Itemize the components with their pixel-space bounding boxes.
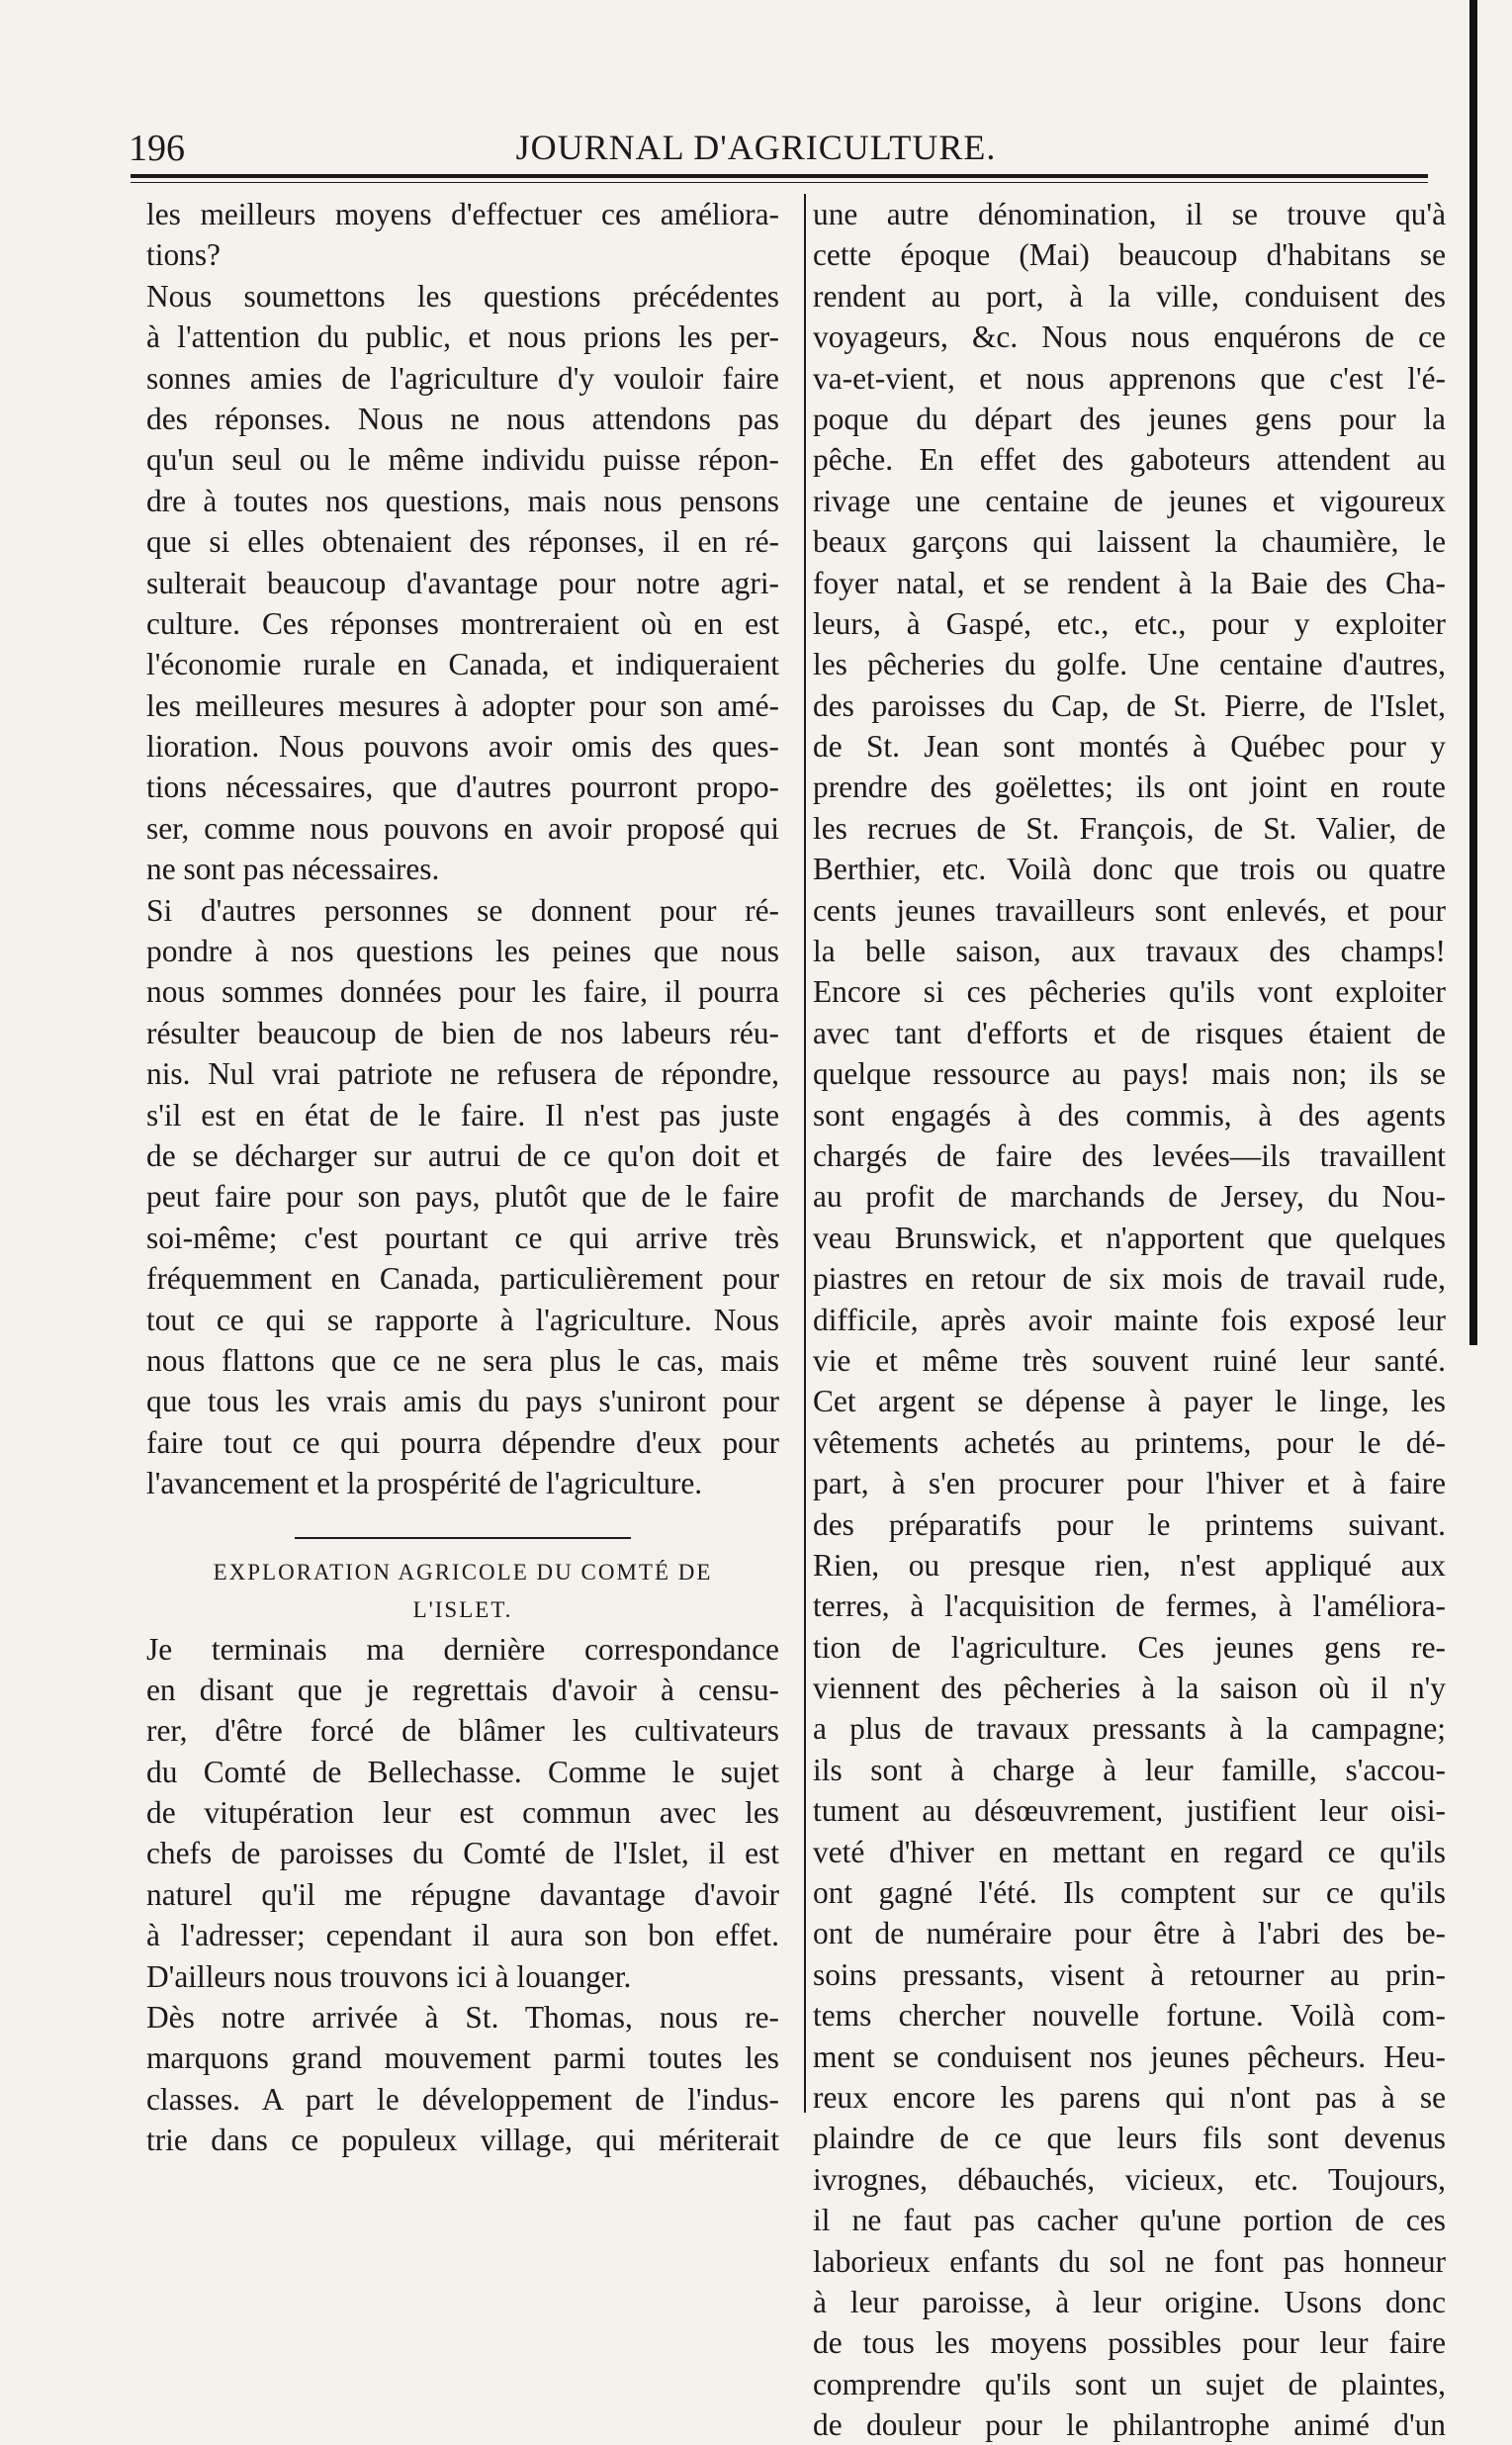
text-line: a plus de travaux pressants à la campagne; (813, 1711, 1446, 1747)
text-line: qu'un seul ou le même individu puisse répon- (146, 442, 779, 478)
text-line: Berthier, etc. Voilà donc que trois ou quatre (813, 852, 1446, 887)
text-line: part, à s'en procurer pour l'hiver et à faire (813, 1466, 1446, 1501)
text-line: Cet argent se dépense à payer le linge, les (813, 1384, 1446, 1419)
text-line: quelque ressource au pays! mais non; ils se (813, 1056, 1446, 1092)
text-line: Je terminais ma dernière correspondance (146, 1631, 779, 1667)
text-line: ser, comme nous pouvons en avoir proposé qui (146, 810, 779, 846)
text-line: tems chercher nouvelle fortune. Voilà com- (813, 1998, 1446, 2034)
text-line: trie dans ce populeux village, qui mériterait (146, 2123, 779, 2158)
text-line: leurs, à Gaspé, etc., etc., pour y exploiter (813, 605, 1446, 641)
section-heading-line: L'ISLET. (412, 1596, 513, 1622)
text-line: comprendre qu'ils sont un sujet de plaintes, (813, 2366, 1446, 2401)
text-line: sont engagés à des commis, à des agents (813, 1097, 1446, 1132)
text-line: les pêcheries du golfe. Une centaine d'autres, (813, 647, 1446, 682)
text-line: D'ailleurs nous trouvons ici à louanger. (146, 1958, 632, 1994)
text-line: soi-même; c'est pourtant ce qui arrive très (146, 1220, 779, 1255)
text-line: tout ce qui se rapporte à l'agriculture. Nous (146, 1302, 779, 1337)
text-line: de se décharger sur autrui de ce qu'on doit et (146, 1137, 779, 1173)
text-line: de tous les moyens possibles pour leur faire (813, 2325, 1446, 2361)
text-line: viennent des pêcheries à la saison où il n'y (813, 1671, 1446, 1706)
column-divider (804, 194, 806, 2113)
text-line: résulter beaucoup de bien de nos labeurs réu- (146, 1015, 779, 1050)
text-line: nous flattons que ce ne sera plus le cas, mais (146, 1342, 779, 1378)
text-line: les meilleures mesures à adopter pour son amé- (146, 687, 779, 723)
text-line: ont gagné l'été. Ils comptent sur ce qu'ils (813, 1875, 1446, 1911)
right-column (813, 194, 1446, 2445)
text-line: nous sommes données pour les faire, il pourra (146, 974, 779, 1010)
text-line: chefs de paroisses du Comté de l'Islet, il est (146, 1836, 779, 1871)
text-line: des paroisses du Cap, de St. Pierre, de l'Islet, (813, 687, 1446, 723)
text-line: au profit de marchands de Jersey, du Nou- (813, 1179, 1446, 1215)
text-line: ivrognes, débauchés, vicieux, etc. Toujours, (813, 2161, 1446, 2197)
text-line: voyageurs, &c. Nous nous enquérons de ce (813, 319, 1446, 355)
text-line: ils sont à charge à leur famille, s'accou- (813, 1752, 1446, 1787)
text-line: à l'adresser; cependant il aura son bon effet. (146, 1918, 779, 1953)
header-rule-thin (131, 182, 1428, 183)
right-column-body (813, 194, 1446, 2445)
text-line: lioration. Nous pouvons avoir omis des ques- (146, 729, 779, 765)
text-line: Rien, ou presque rien, n'est appliqué aux (813, 1547, 1446, 1583)
text-line: de douleur pour le philantrophe animé d'un (813, 2407, 1446, 2443)
text-line: il ne faut pas cacher qu'une portion de ces (813, 2203, 1446, 2238)
text-line: les meilleurs moyens d'effectuer ces améliora- (146, 197, 779, 231)
text-line: vie et même très souvent ruiné leur santé. (813, 1342, 1446, 1378)
text-line: s'il est en état de le faire. Il n'est pas juste (146, 1097, 779, 1132)
text-line: veau Brunswick, et n'apportent que quelques (813, 1220, 1446, 1255)
text-line: ment se conduisent nos jeunes pêcheurs. Heu- (813, 2038, 1446, 2074)
text-line: foyer natal, et se rendent à la Baie des Cha- (813, 565, 1446, 600)
running-head: JOURNAL D'AGRICULTURE. (515, 128, 997, 167)
section-heading (146, 1554, 779, 1629)
page-number: 196 (129, 128, 185, 169)
text-line: vêtements achetés au printems, pour le dé- (813, 1424, 1446, 1460)
text-line: Dès notre arrivée à St. Thomas, nous re- (146, 2000, 779, 2036)
section-heading-line: EXPLORATION AGRICOLE DU COMTÉ DE (213, 1559, 713, 1585)
text-line: naturel qu'il me répugne davantage d'avoir (146, 1876, 779, 1912)
text-line: rivage une centaine de jeunes et vigoureux (813, 483, 1446, 518)
text-line: fréquemment en Canada, particulièrement pour (146, 1261, 779, 1297)
left-column-body-bottom (146, 1629, 779, 2161)
text-line: une autre dénomination, il se trouve qu'à (813, 197, 1446, 231)
text-line: des préparatifs pour le printems suivant. (813, 1506, 1446, 1542)
text-line: ont de numéraire pour être à l'abri des be- (813, 1916, 1446, 1951)
text-line: marquons grand mouvement parmi toutes les (146, 2040, 779, 2076)
text-line: à l'attention du public, et nous prions les per- (146, 319, 779, 355)
text-line: tion de l'agriculture. Ces jeunes gens re- (813, 1629, 1446, 1665)
text-line: beaux garçons qui laissent la chaumière, le (813, 524, 1446, 560)
text-line: nis. Nul vrai patriote ne refusera de répondre, (146, 1056, 779, 1092)
text-line: plaindre de ce que leurs fils sont devenus (813, 2121, 1446, 2156)
text-line: la belle saison, aux travaux des champs! (813, 934, 1446, 969)
header-rule-thick (131, 174, 1428, 178)
text-line: l'économie rurale en Canada, et indiqueraient (146, 647, 779, 682)
text-line: l'avancement et la prospérité de l'agriculture. (146, 1466, 703, 1501)
text-line: avec tant d'efforts et de risques étaient de (813, 1015, 1446, 1050)
text-line: laborieux enfants du sol ne font pas honneur (813, 2243, 1446, 2279)
text-line: veté d'hiver en mettant en regard ce qu'ils (813, 1834, 1446, 1869)
text-line: de vitupération leur est commun avec les (146, 1795, 779, 1831)
text-line: poque du départ des jeunes gens pour la (813, 401, 1446, 436)
text-line: chargés de faire des levées—ils travaillent (813, 1137, 1446, 1173)
text-line: soins pressants, visent à retourner au prin- (813, 1956, 1446, 1992)
left-column (146, 194, 779, 2161)
text-line: dre à toutes nos questions, mais nous pensons (146, 483, 779, 518)
left-column-body-top (146, 194, 779, 1504)
text-line: des réponses. Nous ne nous attendons pas (146, 401, 779, 436)
text-line: les recrues de St. François, de St. Valier, de (813, 810, 1446, 846)
section-separator-rule (295, 1537, 631, 1539)
text-line: ne sont pas nécessaires. (146, 852, 440, 887)
text-line: rer, d'être forcé de blâmer les cultivateurs (146, 1713, 779, 1749)
text-line: que si elles obtenaient des réponses, il en ré- (146, 524, 779, 560)
text-line: difficile, après avoir mainte fois exposé leur (813, 1302, 1446, 1337)
text-line: tions nécessaires, que d'autres pourront propo- (146, 770, 779, 805)
text-line: peut faire pour son pays, plutôt que de le faire (146, 1179, 779, 1215)
text-line: reux encore les parens qui n'ont pas à se (813, 2079, 1446, 2115)
text-line: va-et-vient, et nous apprenons que c'est l'é- (813, 360, 1446, 396)
text-line: pêche. En effet des gaboteurs attendent au (813, 442, 1446, 478)
text-line: Si d'autres personnes se donnent pour ré- (146, 892, 779, 928)
text-line: à leur paroisse, à leur origine. Usons donc (813, 2284, 1446, 2319)
text-line: sonnes amies de l'agriculture d'y vouloir faire (146, 360, 779, 396)
text-line: tions? (146, 237, 221, 273)
text-line: Encore si ces pêcheries qu'ils vont exploiter (813, 974, 1446, 1010)
text-line: Nous soumettons les questions précédentes (146, 278, 779, 314)
text-line: piastres en retour de six mois de travail rude, (813, 1261, 1446, 1297)
text-line: sulterait beaucoup d'avantage pour notre agri- (146, 565, 779, 600)
text-line: en disant que je regrettais d'avoir à censu- (146, 1672, 779, 1707)
text-line: cette époque (Mai) beaucoup d'habitans se (813, 237, 1446, 273)
text-line: prendre des goëlettes; ils ont joint en route (813, 770, 1446, 805)
text-line: classes. A part le développement de l'indus- (146, 2081, 779, 2117)
text-line: que tous les vrais amis du pays s'uniront pour (146, 1384, 779, 1419)
text-line: cents jeunes travailleurs sont enlevés, et pour (813, 892, 1446, 928)
text-line: de St. Jean sont montés à Québec pour y (813, 729, 1446, 765)
text-line: faire tout ce qui pourra dépendre d'eux pour (146, 1424, 779, 1460)
text-line: pondre à nos questions les peines que nous (146, 934, 779, 969)
text-line: culture. Ces réponses montreraient où en est (146, 605, 779, 641)
text-line: terres, à l'acquisition de fermes, à l'améliora- (813, 1588, 1446, 1624)
text-line: rendent au port, à la ville, conduisent des (813, 278, 1446, 314)
text-line: du Comté de Bellechasse. Comme le sujet (146, 1754, 779, 1789)
text-line: tument au désœuvrement, justifient leur oisi- (813, 1793, 1446, 1829)
page-edge-bar (1469, 0, 1477, 1345)
